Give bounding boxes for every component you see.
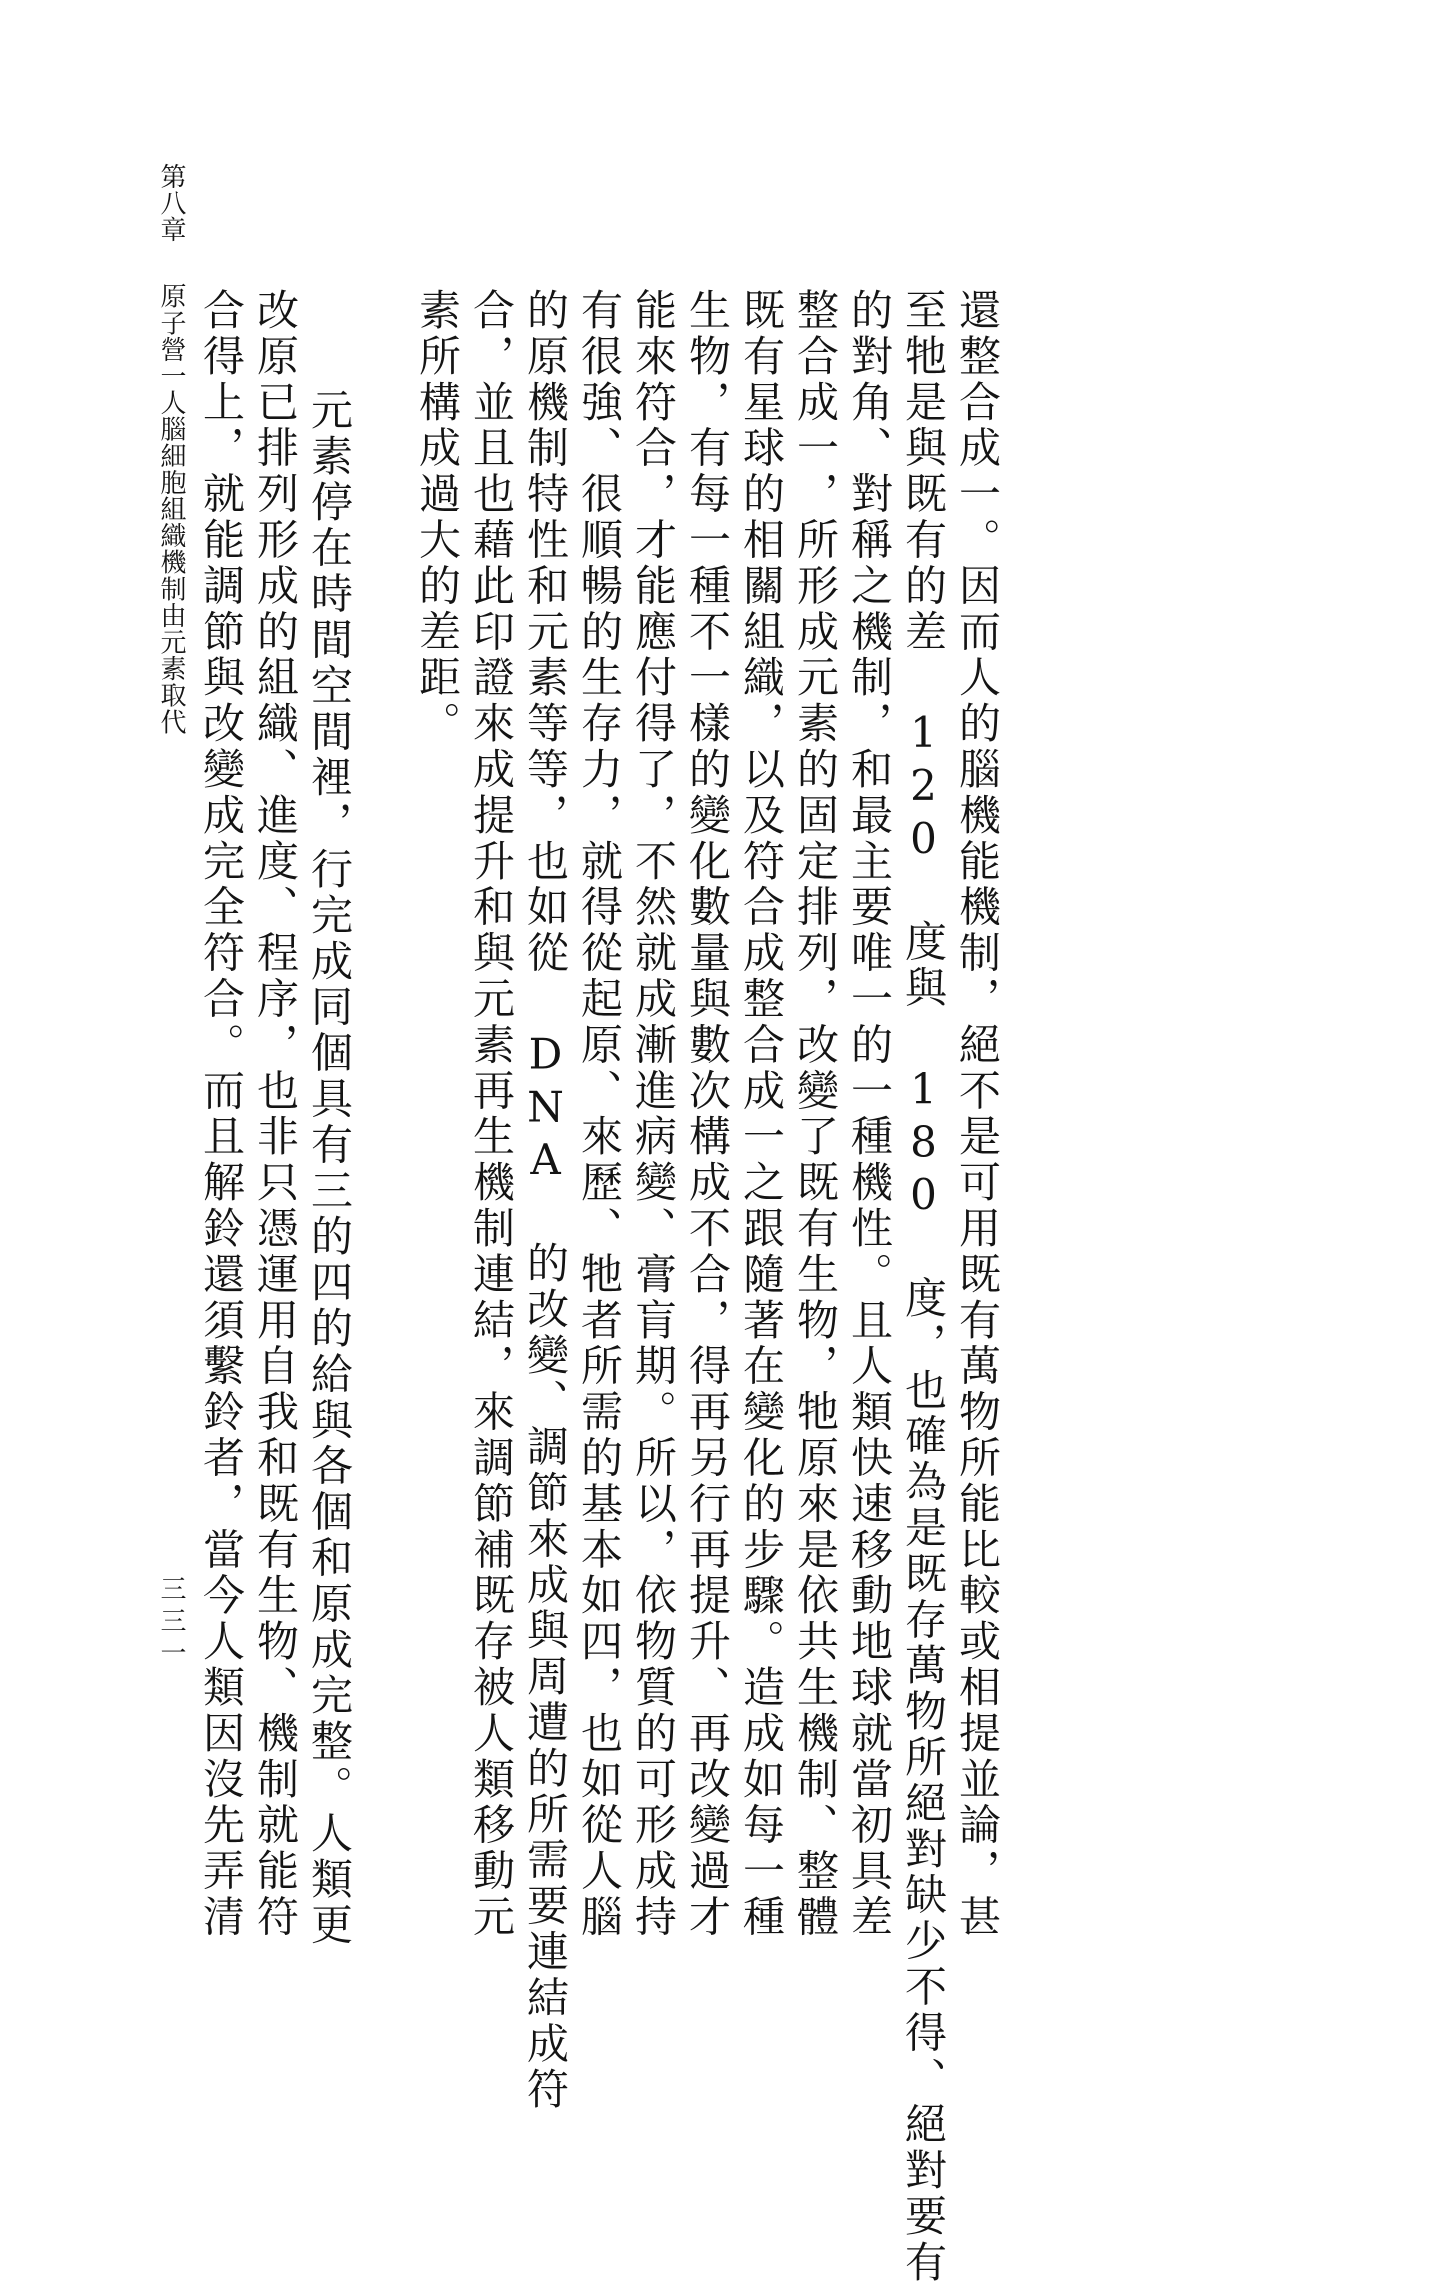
text-column-14: 合得上，就能調節與改變成完全符合。而且解鈴還須繫鈴者，當今人類因沒先弄清 [197, 288, 246, 1941]
text-column-13: 改原已排列形成的組織、進度、程序，也非只憑運用自我和既有生物、機制就能符 [251, 288, 300, 1941]
text-column-2: 至牠是與既有的差 120 度與 180 度，也確為是既存萬物所絕對缺少不得、絕對要有 [899, 288, 948, 2286]
text-column-6: 生物，有每一種不一樣的變化數量與數次構成不合，得再另行再提升、再改變過才 [683, 288, 732, 1941]
text-column-12: 元素停在時間空間裡，行完成同個具有三的四的給與各個和原成完整。人類更 [305, 388, 354, 1949]
text-column-3: 的對角、對稱之機制，和最主要唯一的一種機性。且人類快速移動地球就當初具差 [845, 288, 894, 1941]
chapter-label: 第八章 [156, 163, 186, 243]
text-column-4: 整合成一，所形成元素的固定排列，改變了既有生物，牠原來是依共生機制、整體 [791, 288, 840, 1941]
chapter-title: 原子營一人腦細胞組織機制由元素取代 [156, 282, 186, 736]
text-column-11: 素所構成過大的差距。 [413, 288, 462, 747]
page-number: 三三一 [156, 1575, 186, 1671]
text-column-9: 的原機制特性和元素等等，也如從 DNA 的改變、調節來成與周遭的所需要連結成符 [521, 288, 570, 2114]
text-column-1: 還整合成一。因而人的腦機能機制，絕不是可用既有萬物所能比較或相提並論，甚 [953, 288, 1002, 1941]
text-column-10: 合，並且也藉此印證來成提升和與元素再生機制連結，來調節補既存被人類移動元 [467, 288, 516, 1941]
text-column-8: 有很強、很順暢的生存力，就得從起原、來歷、牠者所需的基本如四，也如從人腦 [575, 288, 624, 1941]
text-column-5: 既有星球的相關組織，以及符合成整合成一之跟隨著在變化的步驟。造成如每一種 [737, 288, 786, 1941]
text-column-7: 能來符合，才能應付得了，不然就成漸進病變、膏肓期。所以，依物質的可形成持 [629, 288, 678, 1941]
running-header [150, 163, 184, 735]
